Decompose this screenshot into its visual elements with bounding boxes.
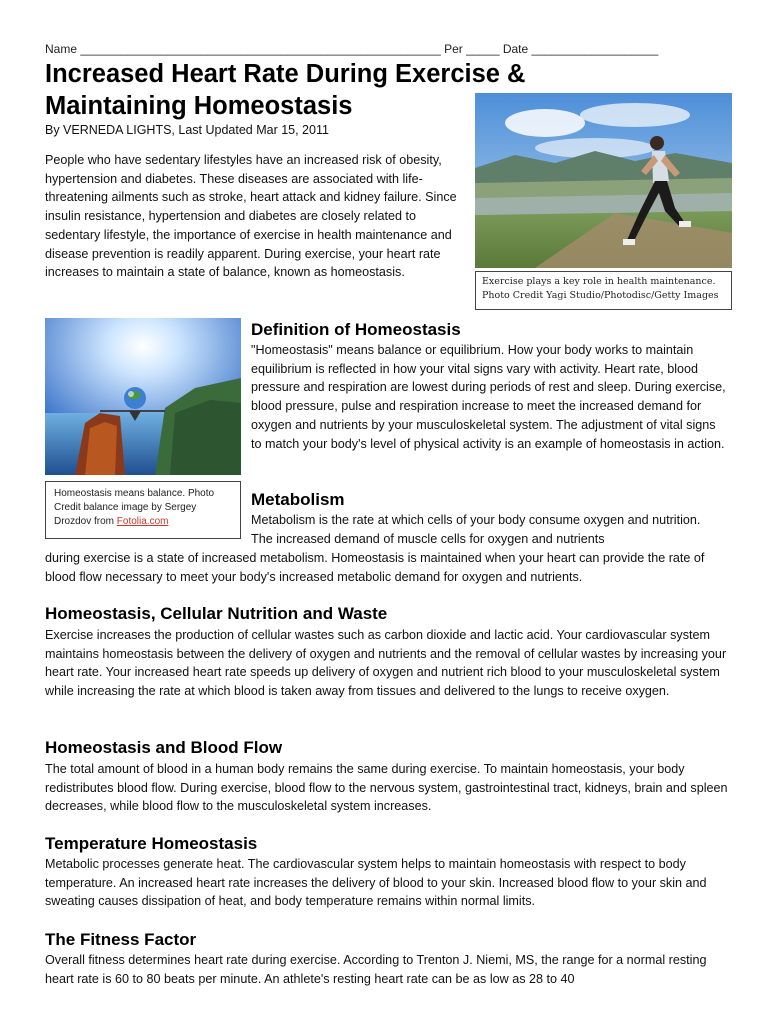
byline: By VERNEDA LIGHTS, Last Updated Mar 15, 2011 <box>45 123 329 137</box>
runner-photo <box>475 93 732 268</box>
balance-photo <box>45 318 241 475</box>
temperature-heading: Temperature Homeostasis <box>45 834 258 853</box>
runner-photo-caption: Exercise plays a key role in health maintenance. Photo Credit Yagi Studio/Photodisc/Getty Images <box>475 271 732 310</box>
name-label: Name <box>45 42 78 56</box>
balance-photo-caption <box>45 481 241 539</box>
student-info-line <box>45 42 658 56</box>
bloodflow-heading: Homeostasis and Blood Flow <box>45 738 283 757</box>
definition-paragraph: "Homeostasis" means balance or equilibrium. How your body works to maintain equilibrium is reflected in how your vital signs vary with activity. Heart rate, blood pressure and respiration are lowest during periods of rest and sleep. During exercise, blood pressure, pulse and respiration increase to meet the increased demand for oxygen and nutrients by your musculoskeletal system. The adjustment of vital signs to match your body's level of physical activity is an example of homeostasis in action. <box>251 343 726 451</box>
fotolia-link[interactable]: Fotolia.com <box>116 516 169 527</box>
definition-heading: Definition of Homeostasis <box>251 320 461 339</box>
per-blank: _____ <box>466 42 500 56</box>
cellular-heading: Homeostasis, Cellular Nutrition and Waste <box>45 604 388 623</box>
date-blank: ___________________ <box>531 42 659 56</box>
bloodflow-paragraph: The total amount of blood in a human body remains the same during exercise. To maintain homeostasis, your body redistributes blood flow. During exercise, blood flow to the nervous system, gastrointestinal tract, kidneys, brain and spleen decreases, while blood flow to the musculoskeletal system increases. <box>45 762 728 814</box>
page-title: Increased Heart Rate During Exercise & Maintaining Homeostasis <box>45 60 526 120</box>
metabolism-heading: Metabolism <box>251 490 345 509</box>
fitness-paragraph: Overall fitness determines heart rate during exercise. According to Trenton J. Niemi, MS, the range for a normal resting heart rate is 60 to 80 beats per minute. An athlete's resting heart rate can be as low as 28 to 40 <box>45 953 707 986</box>
name-blank: ______________________________________________________ <box>80 42 441 56</box>
temperature-paragraph: Metabolic processes generate heat. The cardiovascular system helps to maintain homeostasis with respect to body temperature. An increased heart rate increases the delivery of blood to your skin. Increased blood flow to your skin and sweating causes dissipation of heat, and body temperature remains within normal limits. <box>45 857 707 909</box>
fitness-heading: The Fitness Factor <box>45 930 197 949</box>
per-label: Per <box>444 42 463 56</box>
metabolism-paragraph-part2: during exercise is a state of increased metabolism. Homeostasis is maintained when your heart can provide the rate of blood flow necessary to meet your body's increased metabolic demand for oxygen and nutrients. <box>45 551 705 584</box>
date-label: Date <box>502 42 529 56</box>
cellular-paragraph: Exercise increases the production of cellular wastes such as carbon dioxide and lactic acid. Your cardiovascular system maintains homeostasis between the delivery of oxygen and nutrients and the removal of cellular wastes by increasing your heart rate. Your increased heart rate speeds up delivery of oxygen and nutrient rich blood to your musculoskeletal system while increasing the rate at which blood is taken away from tissues and delivered to the lungs to receive oxygen. <box>45 628 727 699</box>
balance-caption-text: Homeostasis means balance. Photo Credit balance image by Sergey Drozdov from <box>54 488 215 527</box>
metabolism-paragraph-part1: Metabolism is the rate at which cells of your body consume oxygen and nutrition. The increased demand of muscle cells for oxygen and nutrients <box>251 513 701 546</box>
intro-paragraph: People who have sedentary lifestyles have an increased risk of obesity, hypertension and diabetes. These diseases are associated with life-threatening ailments such as stroke, heart attack and kidney failure. Since insulin resistance, hypertension and diabetes are closely related to sedentary lifestyle, the importance of exercise in health maintenance and disease prevention is readily apparent. During exercise, your heart rate increases to maintain a state of balance, known as homeostasis. <box>45 153 457 280</box>
